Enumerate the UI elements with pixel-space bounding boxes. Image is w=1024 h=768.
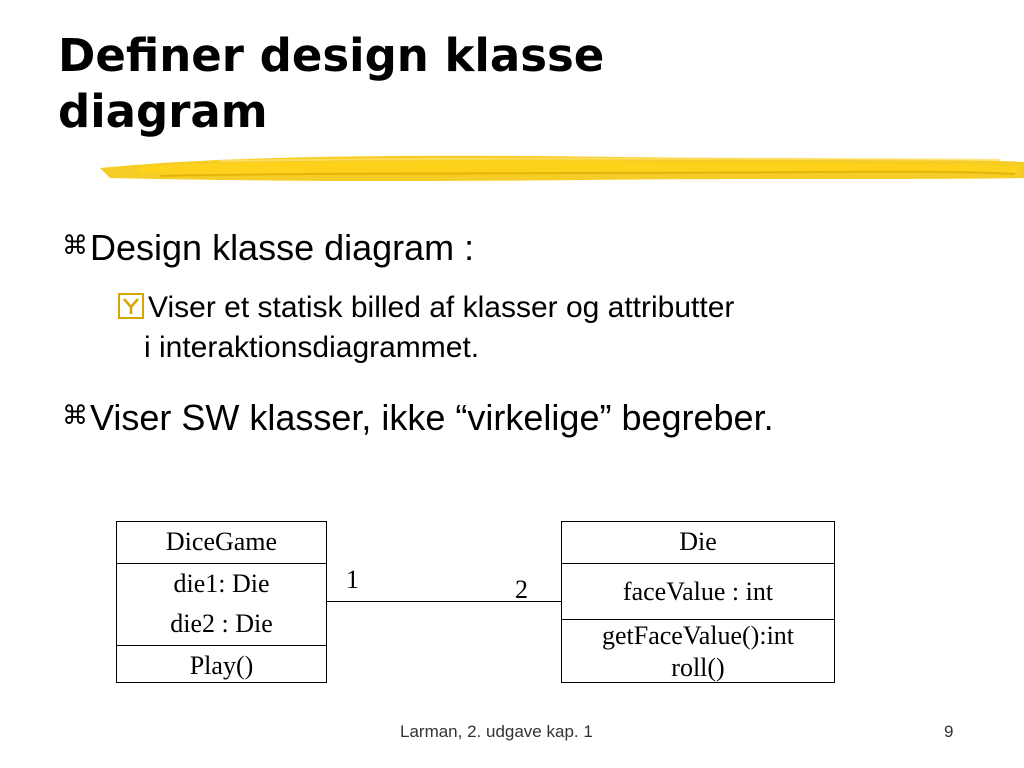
command-bullet-icon: ⌘ — [62, 401, 88, 431]
operation: roll() — [671, 653, 725, 682]
operation: Play() — [189, 651, 254, 680]
bullet-2-text-line2: i interaktionsdiagrammet. — [144, 331, 480, 364]
attribute: faceValue : int — [622, 577, 774, 606]
attribute: die1: Die — [173, 569, 270, 598]
class-die — [561, 521, 835, 683]
class-name: Die — [679, 527, 717, 556]
page-number: 9 — [944, 722, 954, 741]
title-line-2: diagram — [58, 85, 268, 138]
command-bullet-icon: ⌘ — [62, 231, 88, 261]
class-name: DiceGame — [165, 527, 278, 556]
class-operations — [562, 619, 834, 684]
yellow-brush-stroke — [100, 148, 1024, 188]
class-operations — [117, 645, 326, 684]
attribute: die2 : Die — [170, 609, 273, 638]
bullet-2 — [118, 288, 958, 368]
title-line-1: Definer design klasse — [58, 29, 605, 82]
class-dicegame — [116, 521, 327, 683]
operation: getFaceValue():int — [601, 621, 795, 650]
class-attributes — [562, 563, 834, 619]
bullet-3 — [62, 394, 774, 440]
bullet-2-text-line1: Viser et statisk billed af klasser og attributter — [148, 291, 735, 324]
y-box-bullet-icon — [118, 293, 144, 319]
bullet-1-text: Design klasse diagram : — [90, 227, 475, 268]
multiplicity-right: 2 — [515, 575, 528, 604]
class-attributes — [117, 563, 326, 645]
slide-title — [58, 28, 958, 140]
bullet-1 — [62, 224, 474, 270]
footer-source: Larman, 2. udgave kap. 1 — [400, 722, 593, 741]
bullet-3-text: Viser SW klasser, ikke “virkelige” begreber. — [90, 397, 774, 438]
multiplicity-left: 1 — [346, 565, 359, 594]
